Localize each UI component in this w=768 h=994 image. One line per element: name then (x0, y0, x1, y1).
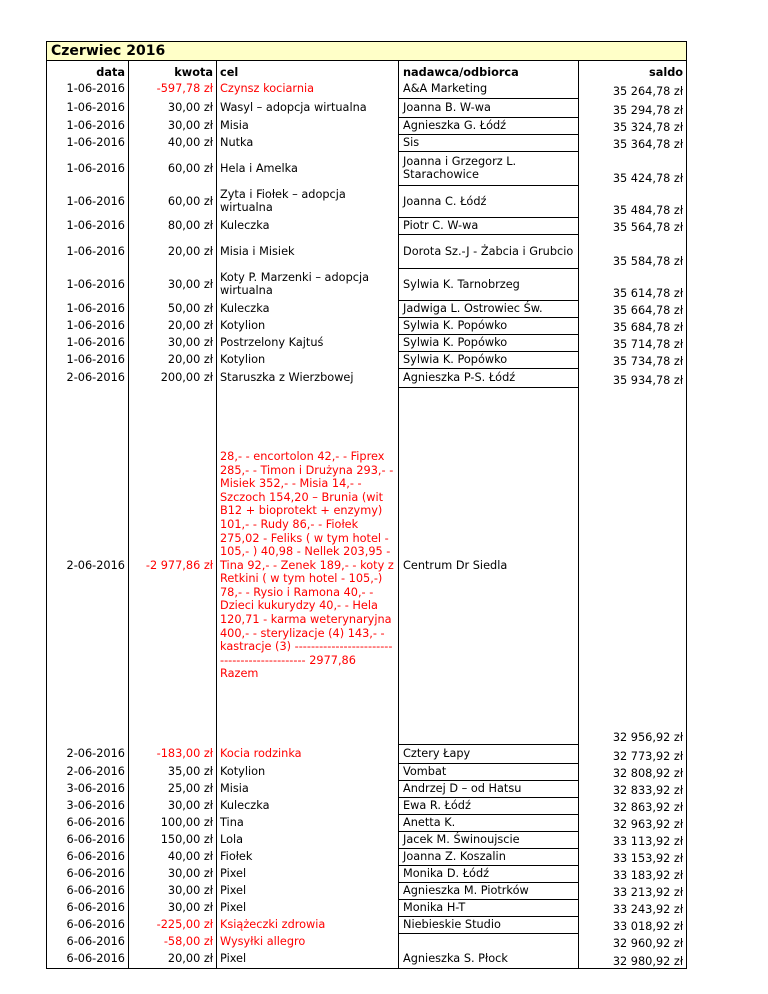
row-purpose: Pixel (217, 899, 399, 916)
row-party: Cztery Łapy (399, 744, 579, 763)
row-date: 3-06-2016 (47, 780, 129, 797)
row-saldo: 33 113,92 zł (579, 831, 687, 848)
row-party: Niebieskie Studio (399, 916, 579, 933)
row-date: 1-06-2016 (47, 98, 129, 117)
table-row (47, 780, 687, 797)
row-date: 6-06-2016 (47, 848, 129, 865)
row-amount: 20,00 zł (129, 351, 217, 368)
row-party: Jacek M. Świnoujscie (399, 831, 579, 848)
row-amount: 30,00 zł (129, 797, 217, 814)
row-saldo: 33 018,92 zł (579, 916, 687, 933)
row-date: 1-06-2016 (47, 317, 129, 334)
table-row (47, 134, 687, 151)
row-saldo: 32 833,92 zł (579, 780, 687, 797)
row-purpose: Pixel (217, 950, 399, 968)
row-amount: 20,00 zł (129, 317, 217, 334)
row-party: Piotr C. W-wa (399, 217, 579, 234)
row-purpose: Hela i Amelka (217, 151, 399, 185)
row-party: Sylwia K. Popówko (399, 317, 579, 334)
ledger-sheet (46, 41, 686, 969)
row-date: 1-06-2016 (47, 151, 129, 185)
row-saldo: 35 934,78 zł (579, 368, 687, 387)
row-party: Centrum Dr Siedla (399, 387, 579, 744)
row-party: Monika D. Łódź (399, 865, 579, 882)
row-date: 1-06-2016 (47, 217, 129, 234)
row-amount: 100,00 zł (129, 814, 217, 831)
row-purpose: Zyta i Fiołek – adopcja wirtualna (217, 185, 399, 217)
row-purpose: Wysyłki allegro (217, 933, 399, 950)
header-row (47, 61, 687, 80)
row-date: 6-06-2016 (47, 882, 129, 899)
row-purpose: Kuleczka (217, 300, 399, 317)
row-saldo: 35 564,78 zł (579, 217, 687, 234)
table-row (47, 268, 687, 300)
table-row (47, 98, 687, 117)
table-row (47, 950, 687, 968)
row-amount: 30,00 zł (129, 899, 217, 916)
row-date: 6-06-2016 (47, 831, 129, 848)
row-amount: 60,00 zł (129, 185, 217, 217)
row-saldo: 35 734,78 zł (579, 351, 687, 368)
ledger-table (46, 41, 687, 969)
row-party: Jadwiga L. Ostrowiec Św. (399, 300, 579, 317)
col-header-purpose: cel (217, 61, 399, 80)
row-amount: -58,00 zł (129, 933, 217, 950)
row-party: Joanna C. Łódź (399, 185, 579, 217)
row-amount: 50,00 zł (129, 300, 217, 317)
table-row (47, 351, 687, 368)
row-purpose: Pixel (217, 865, 399, 882)
row-saldo: 32 963,92 zł (579, 814, 687, 831)
row-saldo: 32 773,92 zł (579, 744, 687, 763)
table-row (47, 387, 687, 744)
row-purpose: Postrzelony Kajtuś (217, 334, 399, 351)
row-date: 2-06-2016 (47, 763, 129, 780)
row-saldo: 35 264,78 zł (579, 79, 687, 98)
row-party: Joanna B. W-wa (399, 98, 579, 117)
row-amount: 40,00 zł (129, 134, 217, 151)
table-row (47, 865, 687, 882)
row-party: Dorota Sz.-J - Żabcia i Grubcio (399, 234, 579, 268)
row-party: Joanna Z. Koszalin (399, 848, 579, 865)
row-date: 1-06-2016 (47, 185, 129, 217)
row-amount: -597,78 zł (129, 79, 217, 98)
row-date: 1-06-2016 (47, 79, 129, 98)
row-purpose: Wasyl – adopcja wirtualna (217, 98, 399, 117)
row-amount: 40,00 zł (129, 848, 217, 865)
row-saldo: 35 584,78 zł (579, 234, 687, 268)
table-row (47, 933, 687, 950)
row-purpose: Kuleczka (217, 797, 399, 814)
row-date: 6-06-2016 (47, 865, 129, 882)
row-purpose: Misia (217, 117, 399, 134)
row-amount: 30,00 zł (129, 117, 217, 134)
row-amount: 30,00 zł (129, 882, 217, 899)
table-row (47, 79, 687, 98)
row-purpose: Czynsz kociarnia (217, 79, 399, 98)
table-row (47, 848, 687, 865)
row-party: Joanna i Grzegorz L. Starachowice (399, 151, 579, 185)
row-party: Agnieszka P-S. Łódź (399, 368, 579, 387)
row-date: 2-06-2016 (47, 387, 129, 744)
row-purpose: Misia (217, 780, 399, 797)
table-row (47, 797, 687, 814)
row-saldo: 35 294,78 zł (579, 98, 687, 117)
table-row (47, 300, 687, 317)
row-party (399, 933, 579, 950)
row-saldo: 35 664,78 zł (579, 300, 687, 317)
row-saldo: 35 484,78 zł (579, 185, 687, 217)
row-date: 1-06-2016 (47, 334, 129, 351)
row-saldo: 33 213,92 zł (579, 882, 687, 899)
row-saldo: 35 684,78 zł (579, 317, 687, 334)
row-saldo: 32 863,92 zł (579, 797, 687, 814)
row-amount: 80,00 zł (129, 217, 217, 234)
table-row (47, 831, 687, 848)
row-amount: 200,00 zł (129, 368, 217, 387)
row-party: Sis (399, 134, 579, 151)
row-purpose: Lola (217, 831, 399, 848)
table-row (47, 234, 687, 268)
row-purpose: Kotylion (217, 317, 399, 334)
row-amount: 35,00 zł (129, 763, 217, 780)
row-saldo: 35 424,78 zł (579, 151, 687, 185)
row-party: Vombat (399, 763, 579, 780)
row-saldo: 35 614,78 zł (579, 268, 687, 300)
row-date: 1-06-2016 (47, 300, 129, 317)
row-purpose: Kotylion (217, 351, 399, 368)
row-date: 6-06-2016 (47, 814, 129, 831)
row-party: Agnieszka S. Płock (399, 950, 579, 968)
row-purpose: 28,- - encortolon 42,- - Fiprex 285,- - Timon i Drużyna 293,- - Misiek 352,- - Misia 14,- - Szczoch 154,20 – Brunia (wit B12 + bioprotekt + enzymy) 101,- - Rudy 86,- - Fiołek 275,02 - Feliks ( w tym hotel - 105,- ) 40,98 - Nellek 203,95 - Tina 92,- - Zenek 189,- - koty z Retkini ( w tym hotel - 105,-) 78,- - Rysio i Ramona 40,- - Dzieci kukurydzy 40,- - Hela 120,71 - karma weterynaryjna 400,- - sterylizacje (4) 143,- - kastracje (3) --------------------------------------------- 2977,86 Razem (217, 387, 399, 744)
row-party: Ewa R. Łódź (399, 797, 579, 814)
row-date: 6-06-2016 (47, 899, 129, 916)
row-purpose: Staruszka z Wierzbowej (217, 368, 399, 387)
row-amount: 30,00 zł (129, 334, 217, 351)
row-saldo: 35 714,78 zł (579, 334, 687, 351)
row-amount: 30,00 zł (129, 268, 217, 300)
table-row (47, 317, 687, 334)
row-saldo: 35 364,78 zł (579, 134, 687, 151)
col-header-amount: kwota (129, 61, 217, 80)
row-date: 1-06-2016 (47, 268, 129, 300)
row-saldo: 32 808,92 zł (579, 763, 687, 780)
row-saldo: 33 243,92 zł (579, 899, 687, 916)
table-row (47, 899, 687, 916)
row-party: Anetta K. (399, 814, 579, 831)
row-amount: 25,00 zł (129, 780, 217, 797)
row-amount: 30,00 zł (129, 98, 217, 117)
row-amount: 60,00 zł (129, 151, 217, 185)
row-party: Agnieszka G. Łódź (399, 117, 579, 134)
row-date: 1-06-2016 (47, 234, 129, 268)
row-purpose: Kuleczka (217, 217, 399, 234)
table-row (47, 217, 687, 234)
row-purpose: Koty P. Marzenki – adopcja wirtualna (217, 268, 399, 300)
col-header-party: nadawca/odbiorca (399, 61, 579, 80)
table-row (47, 151, 687, 185)
row-amount: -225,00 zł (129, 916, 217, 933)
row-saldo: 35 324,78 zł (579, 117, 687, 134)
month-title: Czerwiec 2016 (47, 42, 687, 61)
row-party: Agnieszka M. Piotrków (399, 882, 579, 899)
row-party: Sylwia K. Popówko (399, 351, 579, 368)
row-party: Sylwia K. Popówko (399, 334, 579, 351)
row-date: 6-06-2016 (47, 933, 129, 950)
row-party: Andrzej D – od Hatsu (399, 780, 579, 797)
row-saldo: 32 960,92 zł (579, 933, 687, 950)
row-date: 6-06-2016 (47, 950, 129, 968)
table-row (47, 368, 687, 387)
row-saldo: 33 183,92 zł (579, 865, 687, 882)
row-amount: 150,00 zł (129, 831, 217, 848)
row-date: 6-06-2016 (47, 916, 129, 933)
table-row (47, 814, 687, 831)
row-saldo: 32 956,92 zł (579, 387, 687, 744)
col-header-saldo: saldo (579, 61, 687, 80)
table-row (47, 744, 687, 763)
row-purpose: Fiołek (217, 848, 399, 865)
row-purpose: Pixel (217, 882, 399, 899)
row-purpose: Książeczki zdrowia (217, 916, 399, 933)
row-party: Monika H-T (399, 899, 579, 916)
row-purpose: Misia i Misiek (217, 234, 399, 268)
row-amount: -2 977,86 zł (129, 387, 217, 744)
row-amount: -183,00 zł (129, 744, 217, 763)
row-saldo: 32 980,92 zł (579, 950, 687, 968)
table-row (47, 763, 687, 780)
row-saldo: 33 153,92 zł (579, 848, 687, 865)
row-amount: 20,00 zł (129, 234, 217, 268)
row-date: 2-06-2016 (47, 368, 129, 387)
table-row (47, 185, 687, 217)
row-date: 2-06-2016 (47, 744, 129, 763)
col-header-date: data (47, 61, 129, 80)
row-purpose: Tina (217, 814, 399, 831)
table-row (47, 916, 687, 933)
table-row (47, 117, 687, 134)
row-party: A&A Marketing (399, 79, 579, 98)
table-row (47, 334, 687, 351)
row-date: 3-06-2016 (47, 797, 129, 814)
row-purpose: Kocia rodzinka (217, 744, 399, 763)
row-amount: 30,00 zł (129, 865, 217, 882)
row-date: 1-06-2016 (47, 117, 129, 134)
row-date: 1-06-2016 (47, 351, 129, 368)
row-date: 1-06-2016 (47, 134, 129, 151)
row-amount: 20,00 zł (129, 950, 217, 968)
table-row (47, 882, 687, 899)
row-purpose: Kotylion (217, 763, 399, 780)
row-purpose: Nutka (217, 134, 399, 151)
row-party: Sylwia K. Tarnobrzeg (399, 268, 579, 300)
